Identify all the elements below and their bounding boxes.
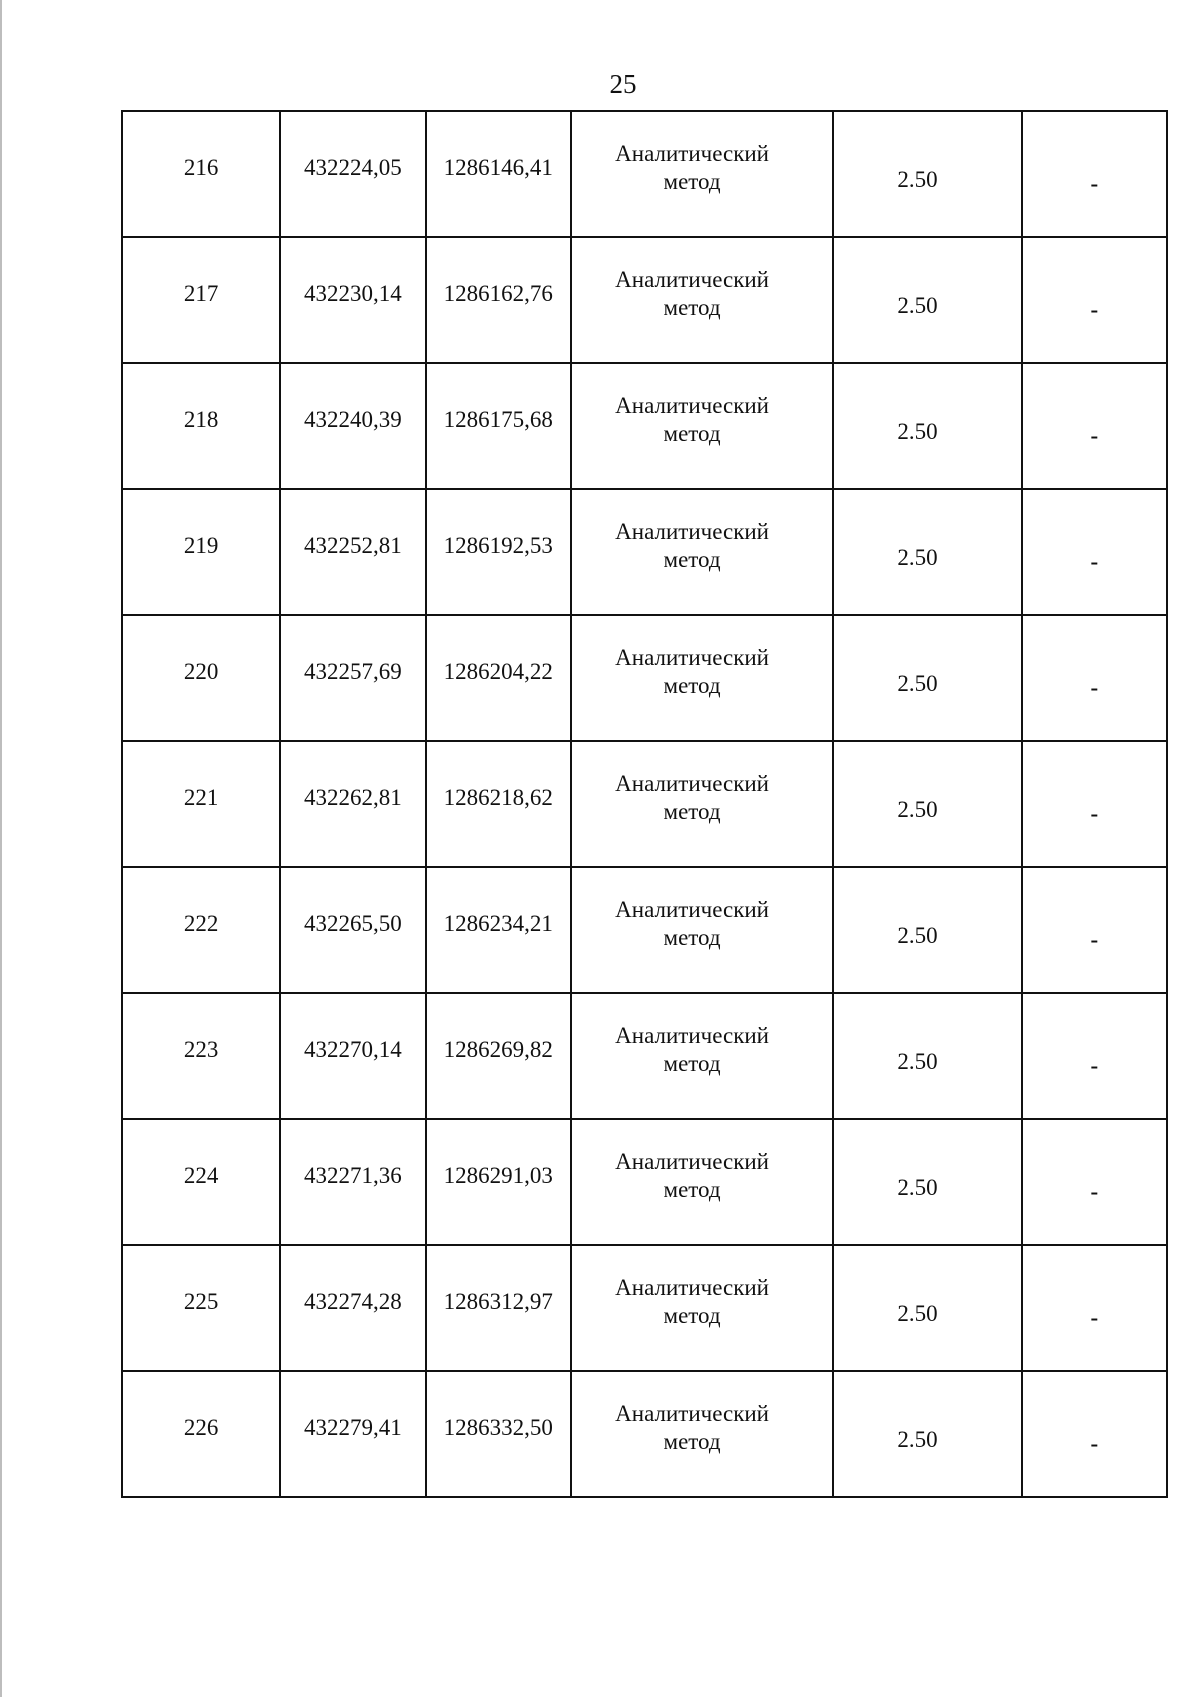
x-coordinate: 432265,50 (304, 911, 402, 936)
page-edge (0, 0, 2, 1697)
cell-method (571, 1119, 834, 1245)
cell-point-number (122, 741, 280, 867)
y-coordinate: 1286162,76 (443, 281, 553, 306)
point-number: 220 (183, 659, 219, 684)
table-row (122, 489, 1167, 615)
page-number: 25 (609, 69, 637, 99)
cell-method (571, 1245, 834, 1371)
cell-x-coordinate (280, 489, 425, 615)
table-row (122, 1119, 1167, 1245)
cell-y-coordinate (426, 489, 571, 615)
cell-y-coordinate (426, 867, 571, 993)
method: Аналитический метод (615, 645, 769, 698)
cell-description (1022, 111, 1167, 237)
description: - (1090, 927, 1099, 952)
accuracy: 2.50 (897, 1301, 938, 1326)
point-number: 216 (183, 155, 219, 180)
y-coordinate: 1286269,82 (443, 1037, 553, 1062)
cell-description (1022, 1119, 1167, 1245)
cell-method (571, 867, 834, 993)
x-coordinate: 432262,81 (304, 785, 402, 810)
accuracy: 2.50 (897, 167, 938, 192)
method: Аналитический метод (615, 267, 769, 320)
cell-accuracy (833, 741, 1021, 867)
y-coordinate: 1286146,41 (443, 155, 553, 180)
method: Аналитический метод (615, 393, 769, 446)
cell-accuracy (833, 1371, 1021, 1497)
x-coordinate: 432224,05 (304, 155, 402, 180)
table-row (122, 237, 1167, 363)
x-coordinate: 432230,14 (304, 281, 402, 306)
method: Аналитический метод (615, 141, 769, 194)
description: - (1090, 675, 1099, 700)
accuracy: 2.50 (897, 1427, 938, 1452)
point-number: 217 (183, 281, 219, 306)
cell-description (1022, 741, 1167, 867)
x-coordinate: 432257,69 (304, 659, 402, 684)
y-coordinate: 1286234,21 (443, 911, 553, 936)
cell-point-number (122, 237, 280, 363)
cell-point-number (122, 615, 280, 741)
accuracy: 2.50 (897, 671, 938, 696)
description: - (1090, 1179, 1099, 1204)
method: Аналитический метод (615, 771, 769, 824)
cell-point-number (122, 1371, 280, 1497)
method: Аналитический метод (615, 1149, 769, 1202)
cell-description (1022, 615, 1167, 741)
cell-point-number (122, 1245, 280, 1371)
x-coordinate: 432271,36 (304, 1163, 402, 1188)
cell-description (1022, 363, 1167, 489)
point-number: 224 (183, 1163, 219, 1188)
cell-method (571, 363, 834, 489)
table-body (122, 111, 1167, 1497)
description: - (1090, 1305, 1099, 1330)
cell-description (1022, 867, 1167, 993)
description: - (1090, 1053, 1099, 1078)
cell-y-coordinate (426, 615, 571, 741)
description: - (1090, 549, 1099, 574)
cell-x-coordinate (280, 867, 425, 993)
cell-accuracy (833, 1119, 1021, 1245)
cell-point-number (122, 489, 280, 615)
description: - (1090, 297, 1099, 322)
y-coordinate: 1286312,97 (443, 1289, 553, 1314)
cell-accuracy (833, 1245, 1021, 1371)
table-row (122, 1245, 1167, 1371)
method: Аналитический метод (615, 1401, 769, 1454)
cell-x-coordinate (280, 111, 425, 237)
table-row (122, 993, 1167, 1119)
point-number: 219 (183, 533, 219, 558)
cell-y-coordinate (426, 363, 571, 489)
description: - (1090, 171, 1099, 196)
cell-description (1022, 489, 1167, 615)
y-coordinate: 1286332,50 (443, 1415, 553, 1440)
method: Аналитический метод (615, 519, 769, 572)
x-coordinate: 432270,14 (304, 1037, 402, 1062)
table-row (122, 615, 1167, 741)
cell-accuracy (833, 237, 1021, 363)
cell-point-number (122, 993, 280, 1119)
method: Аналитический метод (615, 1275, 769, 1328)
cell-y-coordinate (426, 237, 571, 363)
accuracy: 2.50 (897, 419, 938, 444)
cell-x-coordinate (280, 993, 425, 1119)
cell-method (571, 1371, 834, 1497)
cell-accuracy (833, 615, 1021, 741)
cell-method (571, 993, 834, 1119)
cell-point-number (122, 867, 280, 993)
cell-x-coordinate (280, 363, 425, 489)
point-number: 223 (183, 1037, 219, 1062)
table-row (122, 1371, 1167, 1497)
cell-description (1022, 1245, 1167, 1371)
cell-x-coordinate (280, 615, 425, 741)
table-row (122, 741, 1167, 867)
coordinates-table (121, 110, 1168, 1498)
point-number: 218 (183, 407, 219, 432)
cell-accuracy (833, 111, 1021, 237)
cell-accuracy (833, 867, 1021, 993)
x-coordinate: 432279,41 (304, 1415, 402, 1440)
y-coordinate: 1286175,68 (443, 407, 553, 432)
point-number: 222 (183, 911, 219, 936)
cell-method (571, 111, 834, 237)
cell-point-number (122, 1119, 280, 1245)
y-coordinate: 1286218,62 (443, 785, 553, 810)
cell-y-coordinate (426, 111, 571, 237)
y-coordinate: 1286192,53 (443, 533, 553, 558)
cell-point-number (122, 363, 280, 489)
cell-accuracy (833, 363, 1021, 489)
cell-method (571, 741, 834, 867)
cell-method (571, 237, 834, 363)
cell-y-coordinate (426, 1371, 571, 1497)
accuracy: 2.50 (897, 545, 938, 570)
cell-method (571, 489, 834, 615)
cell-x-coordinate (280, 1245, 425, 1371)
x-coordinate: 432252,81 (304, 533, 402, 558)
method: Аналитический метод (615, 1023, 769, 1076)
cell-y-coordinate (426, 993, 571, 1119)
x-coordinate: 432274,28 (304, 1289, 402, 1314)
point-number: 221 (183, 785, 219, 810)
y-coordinate: 1286204,22 (443, 659, 553, 684)
x-coordinate: 432240,39 (304, 407, 402, 432)
accuracy: 2.50 (897, 797, 938, 822)
accuracy: 2.50 (897, 923, 938, 948)
cell-description (1022, 1371, 1167, 1497)
description: - (1090, 423, 1099, 448)
point-number: 225 (183, 1289, 219, 1314)
table-row (122, 111, 1167, 237)
point-number: 226 (183, 1415, 219, 1440)
method: Аналитический метод (615, 897, 769, 950)
accuracy: 2.50 (897, 1175, 938, 1200)
cell-description (1022, 993, 1167, 1119)
y-coordinate: 1286291,03 (443, 1163, 553, 1188)
description: - (1090, 1431, 1099, 1456)
cell-x-coordinate (280, 741, 425, 867)
cell-y-coordinate (426, 1119, 571, 1245)
cell-point-number (122, 111, 280, 237)
accuracy: 2.50 (897, 1049, 938, 1074)
accuracy: 2.50 (897, 293, 938, 318)
cell-x-coordinate (280, 1119, 425, 1245)
cell-accuracy (833, 489, 1021, 615)
cell-y-coordinate (426, 1245, 571, 1371)
cell-y-coordinate (426, 741, 571, 867)
cell-description (1022, 237, 1167, 363)
table-row (122, 867, 1167, 993)
cell-x-coordinate (280, 237, 425, 363)
cell-x-coordinate (280, 1371, 425, 1497)
description: - (1090, 801, 1099, 826)
cell-method (571, 615, 834, 741)
cell-accuracy (833, 993, 1021, 1119)
table-row (122, 363, 1167, 489)
